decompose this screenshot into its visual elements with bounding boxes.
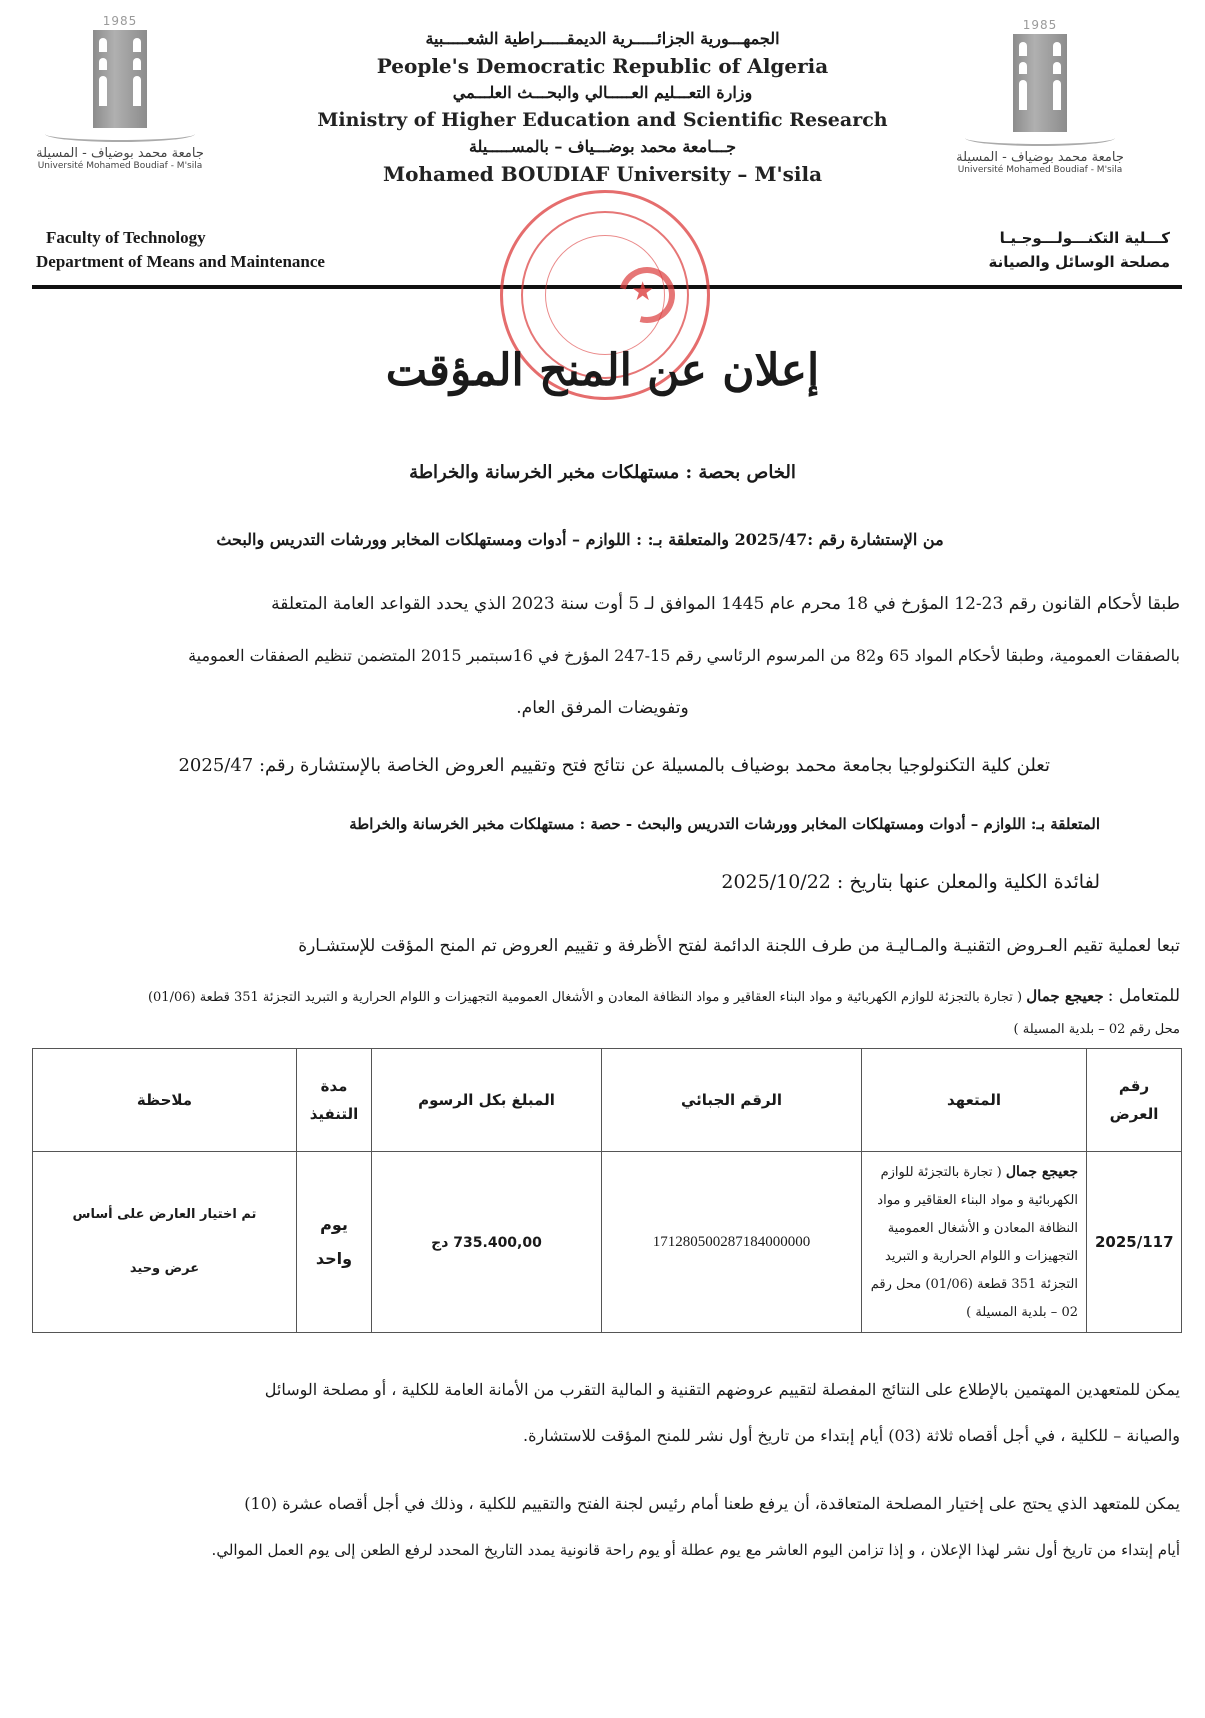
tower-icon [1013, 34, 1067, 132]
announcement-date-line: لفائدة الكلية والمعلن عنها بتاريخ : 2025/10/22 [721, 871, 1100, 893]
faculty-ar: كـــلية التكنـــولـــوجـيـا [999, 229, 1170, 247]
faculty-en: Faculty of Technology [46, 228, 206, 247]
open-book-icon [45, 126, 195, 142]
letterhead [300, 26, 905, 188]
star-icon: ★ [631, 277, 655, 307]
document-title: إعلان عن المنح المؤقت [385, 345, 820, 396]
announcement-line1: تعلن كلية التكنولوجيا بجامعة محمد بوضياف بالمسيلة عن نتائج فتح وتقييم العروض الخاصة بالإستشارة رقم: 2025/47 [178, 755, 1050, 776]
department-ar: مصلحة الوسائل والصيانة [988, 253, 1170, 271]
bidder-details: ( تجارة بالتجزئة للوازم الكهربائية و مواد البناء العقاقير و مواد النظافة المعادن و الأشغال العمومية التجهيزات و اللوام الحرارية و التبريد التجزئة 351 قطعة (01/06) محل رقم 02 – بلدية المسيلة ) [870, 1164, 1078, 1320]
amount-value: 735.400,00 دج [431, 1235, 542, 1251]
header-bidder: المتعهد [862, 1049, 1087, 1152]
header-note: ملاحظة [33, 1049, 297, 1152]
consultation-reference: من الإستشارة رقم :2025/47 والمتعلقة بـ: : اللوازم – أدوات ومستهلكات المخابر وورشات التدريس والبحث [216, 530, 944, 549]
header-amount: المبلغ بكل الرسوم [372, 1049, 602, 1152]
note-line1: تم اختيار العارض على أساس [72, 1207, 257, 1222]
logo-year: 1985 [102, 14, 138, 28]
announcement-line2: المتعلقة بـ: اللوازم – أدوات ومستهلكات المخابر وورشات التدريس والبحث - حصة : مستهلكات مخبر الخرسانة والخراطة [349, 815, 1100, 833]
open-book-icon [965, 130, 1115, 146]
faculty-block-en [36, 226, 325, 274]
results-table [32, 1048, 1182, 1333]
cell-note [33, 1152, 297, 1333]
department-en: Department of Means and Maintenance [36, 252, 325, 271]
footer-para2-line2: أيام إبتداء من تاريخ أول نشر لهذا الإعلان ، و إذا تزامن اليوم العاشر مع يوم عطلة أو يوم راحة قانونية يمدد التاريخ المحدد لرفع الطعن إلى يوم العمل الموالي. [211, 1541, 1180, 1559]
duration-value: يوم واحد [315, 1215, 353, 1268]
bidder-name: جعيجع جمال [1005, 1163, 1078, 1180]
logo-name-fr: Université Mohamed Boudiaf - M'sila [957, 165, 1123, 175]
evaluation-line1: تبعا لعملية تقيم العـروض التقنيـة والمـاليـة من طرف اللجنة الدائمة لفتح الأظرفة و تقييم العروض تم المنح المؤقت للإستشـارة [298, 936, 1180, 956]
legal-paragraph-line3: وتفويضات المرفق العام. [516, 698, 689, 718]
cell-tax-number: 171280500287184000000 [602, 1152, 862, 1333]
ministry-en: Ministry of Higher Education and Scientific Research [317, 109, 888, 131]
header-tax-number: الرقم الجبائي [602, 1049, 862, 1152]
header-duration: مدة التنفيذ [297, 1049, 372, 1152]
evaluation-line3: محل رقم 02 – بلدية المسيلة ) [1013, 1022, 1180, 1037]
contractor-label: للمتعامل : [1107, 986, 1180, 1006]
footer-para1-line2: والصيانة – للكلية ، في أجل أقصاه ثلاثة (03) أيام إبتداء من تاريخ أول نشر للمنح المؤقت للاستشارة. [522, 1426, 1180, 1445]
header-offer-number: رقم العرض [1087, 1049, 1182, 1152]
university-logo-left [10, 14, 230, 171]
republic-en: People's Democratic Republic of Algeria [376, 54, 829, 78]
logo-name-ar: جامعة محمد بوضياف - المسيلة [36, 146, 204, 161]
table-row [33, 1152, 1182, 1333]
footer-para1-line1: يمكن للمتعهدين المهتمين بالإطلاع على النتائج المفصلة لتقييم عروضهم التقنية و المالية التقرب من الأمانة العامة للكلية ، أو مصلحة الوسائل [264, 1380, 1180, 1399]
contractor-details: ( تجارة بالتجزئة للوازم الكهربائية و مواد البناء العقاقير و مواد النظافة المعادن و الأشغال العمومية التجهيزات و اللوام الحرارية و التبريد التجزئة 351 قطعة (01/06) [147, 990, 1023, 1005]
university-ar: جـــامعة محمد بوضـــياف – بالمســـــيلة [468, 137, 737, 156]
document-subtitle: الخاص بحصة : مستهلكات مخبر الخرسانة والخراطة [409, 462, 796, 483]
contractor-name: جعيجع جمال [1026, 987, 1104, 1005]
cell-duration [297, 1152, 372, 1333]
footer-para2-line1: يمكن للمتعهد الذي يحتج على إختيار المصلحة المتعاقدة، أن يرفع طعنا أمام رئيس لجنة الفتح والتقييم للكلية ، وذلك في أجل أقصاه عشرة (10) [244, 1494, 1180, 1513]
tower-icon [93, 30, 147, 128]
table-header-row [33, 1049, 1182, 1152]
republic-ar: الجمهـــورية الجزائـــــرية الديمقـــــراطية الشعـــــبية [425, 29, 780, 48]
cell-bidder [862, 1152, 1087, 1333]
cell-amount [372, 1152, 602, 1333]
note-line2: عرض وحيد [129, 1261, 200, 1276]
ministry-ar: وزارة التعـــليم العـــــالي والبحـــث العلـــمي [452, 83, 753, 102]
university-logo-right [930, 18, 1150, 175]
legal-paragraph-line1: طبقا لأحكام القانون رقم 23-12 المؤرخ في 18 محرم عام 1445 الموافق لـ 5 أوت سنة 2023 الذي يحدد القواعد العامة المتعلقة [271, 594, 1180, 614]
logo-name-fr: Université Mohamed Boudiaf - M'sila [37, 161, 203, 171]
cell-offer-number: 2025/117 [1087, 1152, 1182, 1333]
logo-name-ar: جامعة محمد بوضياف - المسيلة [956, 150, 1124, 165]
crescent-icon [609, 257, 685, 333]
university-en: Mohamed BOUDIAF University – M'sila [382, 162, 823, 186]
faculty-block-ar [910, 226, 1170, 274]
logo-year: 1985 [1022, 18, 1058, 32]
legal-paragraph-line2: بالصفقات العمومية، وطبقا لأحكام المواد 65 و82 من المرسوم الرئاسي رقم 15-247 المؤرخ في 16سبتمبر 2015 المتضمن تنظيم الصفقات العمومية [188, 646, 1180, 665]
evaluation-line2 [70, 980, 1180, 1014]
